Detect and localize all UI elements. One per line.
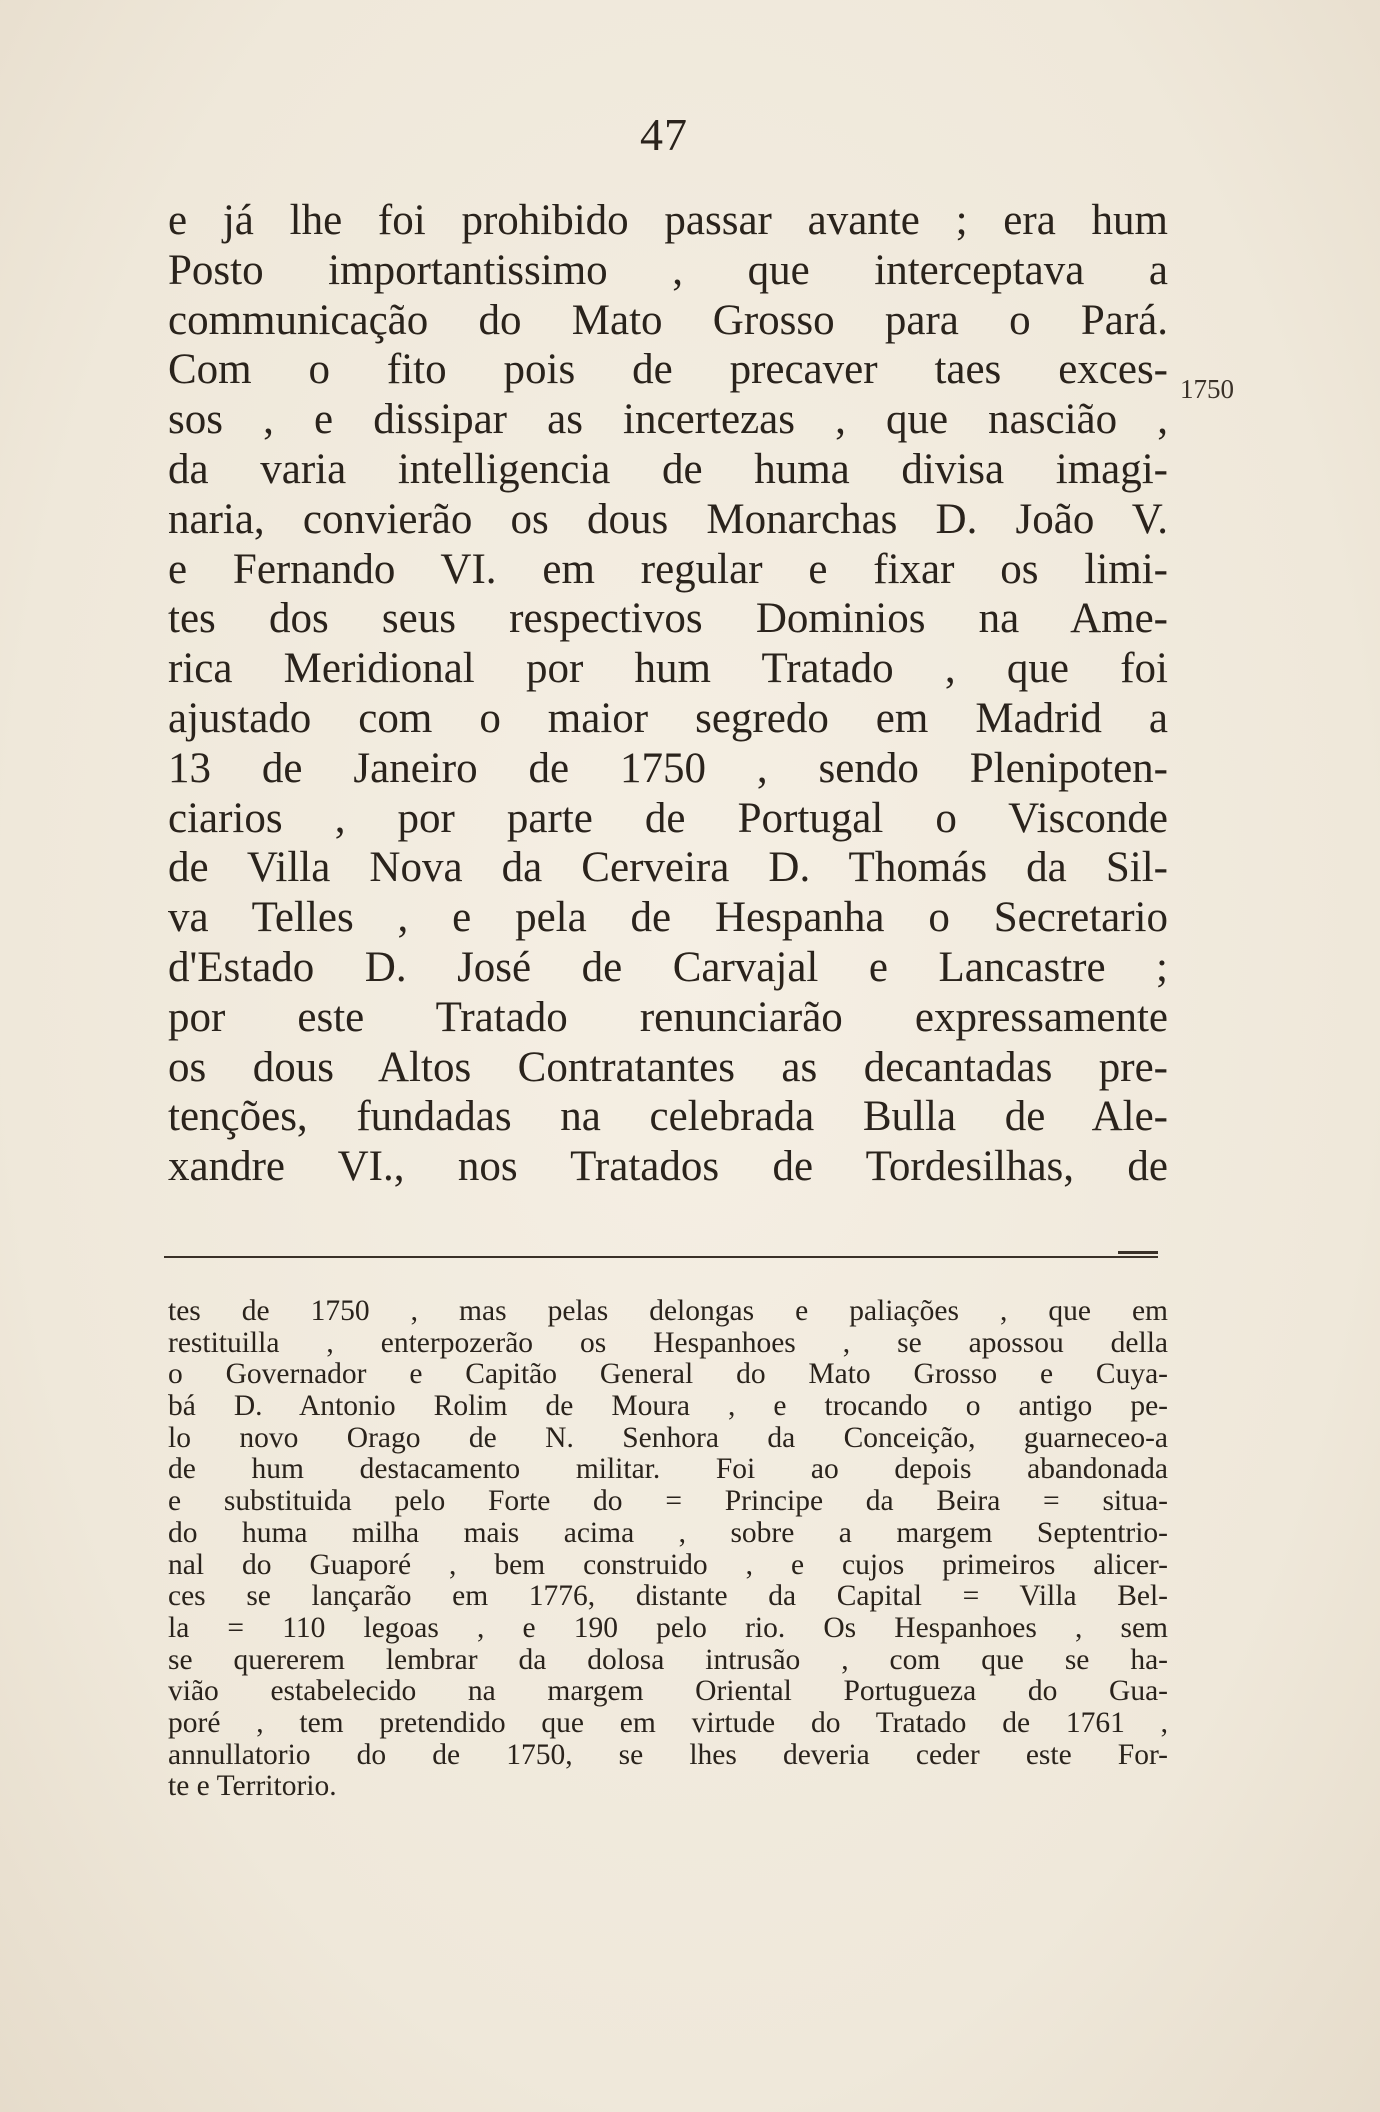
footnote-line: bá D. Antonio Rolim de Moura , e trocando o antigo pe- [168,1390,1168,1423]
footnote-line: o Governador e Capitão General do Mato Grosso e Cuya- [168,1358,1168,1391]
text-line: communicação do Mato Grosso para o Pará. [168,296,1168,344]
text-line: tenções, fundadas na celebrada Bulla de Ale- [168,1093,1168,1141]
footnote-block [168,1296,1168,1803]
footnote-line: e substituida pelo Forte do = Principe da Beira = situa- [168,1485,1168,1518]
text-line: e já lhe foi prohibido passar avante ; era hum [168,197,1168,244]
footnote-line: tes de 1750 , mas pelas delongas e paliações , que em [168,1295,1168,1327]
text-line: ajustado com o maior segredo em Madrid a [168,694,1168,742]
text-line: Com o fito pois de precaver taes exces- [168,346,1168,394]
footnote-line: restituilla , enterpozerão os Hespanhoes , se apossou della [168,1326,1168,1359]
footnote-line: annullatorio do de 1750, se lhes deveria ceder este For- [168,1738,1168,1771]
footnote-line: do huma milha mais acima , sobre a margem Septentrio- [168,1516,1168,1549]
text-line: tes dos seus respectivos Dominios na Ame- [168,595,1168,643]
footnote-line: vião estabelecido na margem Oriental Portugueza do Gua- [168,1675,1168,1708]
text-line: naria, convierão os dous Monarchas D. João V. [168,495,1168,543]
page-number: 47 [640,109,688,160]
footnote-line: poré , tem pretendido que em virtude do Tratado de 1761 , [168,1706,1168,1739]
text-line: os dous Altos Contratantes as decantadas pre- [168,1043,1168,1091]
text-line: 13 de Janeiro de 1750 , sendo Plenipoten- [168,744,1168,792]
text-line: de Villa Nova da Cerveira D. Thomás da Sil- [168,844,1168,892]
footnote-line: la = 110 legoas , e 190 pelo rio. Os Hespanhoes , sem [168,1611,1168,1644]
text-line: da varia intelligencia de huma divisa imagi- [168,445,1168,493]
text-line: ciarios , por parte de Portugal o Visconde [168,794,1168,842]
footnote-line: de hum destacamento militar. Foi ao depois abandonada [168,1453,1168,1486]
footnote-line: se quererem lembrar da dolosa intrusão , com que se ha- [168,1643,1168,1676]
text-line: va Telles , e pela de Hespanha o Secretario [168,894,1168,942]
text-line: d'Estado D. José de Carvajal e Lancastre ; [168,943,1168,991]
footnote-line: te e Territorio. [168,1770,337,1803]
margin-year-note: 1750 [1180,374,1234,404]
footnote-divider-accent [1118,1251,1158,1254]
footnote-line: ces se lançarão em 1776, distante da Capital = Villa Bel- [168,1580,1168,1613]
text-line: xandre VI., nos Tratados de Tordesilhas, de [168,1143,1168,1191]
text-line: por este Tratado renunciarão expressamente [168,993,1168,1041]
text-line: Posto importantissimo , que interceptava a [168,246,1168,294]
text-line: e Fernando VI. em regular e fixar os limi- [168,545,1168,593]
main-text-block [168,196,1168,1192]
text-line: rica Meridional por hum Tratado , que foi [168,645,1168,693]
text-line: sos , e dissipar as incertezas , que nascião , [168,396,1168,444]
footnote-divider [164,1256,1158,1258]
footnote-line: lo novo Orago de N. Senhora da Conceição, guarneceo-a [168,1421,1168,1454]
footnote-line: nal do Guaporé , bem construido , e cujos primeiros alicer- [168,1548,1168,1581]
